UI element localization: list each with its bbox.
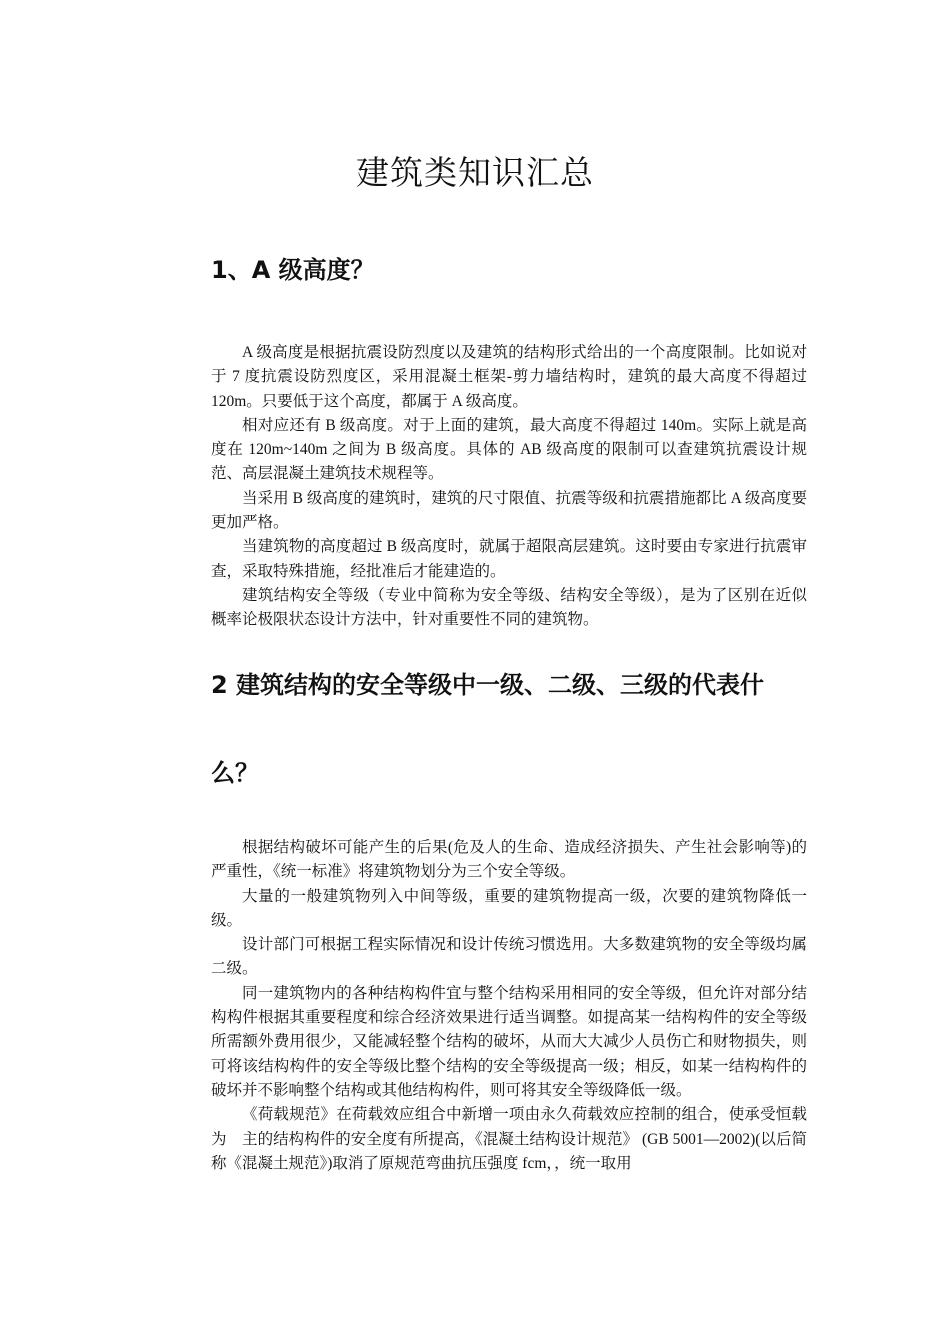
paragraph: 当建筑物的高度超过 B 级高度时，就属于超限高层建筑。这时要由专家进行抗震审查，采取特殊措施，经批准后才能建造的。 xyxy=(211,538,807,580)
paragraph: 《荷载规范》在荷载效应组合中新增一项由永久荷载效应控制的组合，使承受恒载为 主的结构构件的安全度有所提高，《混凝土结构设计规范》 (GB 5001—2002)(以后简称《混凝土规范》)取消了原规范弯曲抗压强度 fcm，，统一取用 xyxy=(211,1106,807,1172)
paragraph: 同一建筑物内的各种结构构件宜与整个结构采用相同的安全等级，但允许对部分结构构件根据其重要程度和综合经济效果进行适当调整。如提高某一结构构件的安全等级所需额外费用很少，又能减轻整个结构的破坏，从而大大减少人员伤亡和财物损失，则可将该结构构件的安全等级比整个结构的安全等级提高一级；相反，如某一结构构件的破坏并不影响整个结构或其他结构构件，则可将其安全等级降低一级。 xyxy=(211,984,807,1099)
paragraph: 当采用 B 级高度的建筑时，建筑的尺寸限值、抗震等级和抗震措施都比 A 级高度要更加严格。 xyxy=(211,489,807,532)
section-1-body xyxy=(211,341,807,633)
paragraph: 建筑结构安全等级（专业中简称为安全等级、结构安全等级），是为了区别在近似概率论极限状态设计方法中，针对重要性不同的建筑物。 xyxy=(211,586,807,629)
paragraph: A 级高度是根据抗震设防烈度以及建筑的结构形式给出的一个高度限制。比如说对于 7 度抗震设防烈度区，采用混凝土框架-剪力墙结构时，建筑的最大高度不得超过 120m。只要低于这个高度，都属于 A 级高度。 xyxy=(211,344,807,410)
section-2-body xyxy=(211,836,807,1176)
paragraph: 根据结构破坏可能产生的后果(危及人的生命、造成经济损失、产生社会影响等)的严重性，《统一标准》将建筑物划分为三个安全等级。 xyxy=(211,839,807,881)
section-1-heading: 1、A 级高度？ xyxy=(211,256,375,284)
paragraph: 相对应还有 B 级高度。对于上面的建筑，最大高度不得超过 140m。实际上就是高度在 120m~140m 之间为 B 级高度。具体的 AB 级高度的限制可以查建筑抗震设计规范、高层混凝土建筑技术规程等。 xyxy=(211,416,807,483)
section-2-heading-line-1: 2 建筑结构的安全等级中一级、二级、三级的代表什 xyxy=(211,671,765,699)
section-2-heading-line-2: 么？ xyxy=(211,759,259,787)
paragraph: 大量的一般建筑物列入中间等级，重要的建筑物提高一级，次要的建筑物降低一级。 xyxy=(211,887,807,929)
paragraph: 设计部门可根据工程实际情况和设计传统习惯选用。大多数建筑物的安全等级均属二级。 xyxy=(211,936,807,978)
document-title: 建筑类知识汇总 xyxy=(356,153,594,192)
